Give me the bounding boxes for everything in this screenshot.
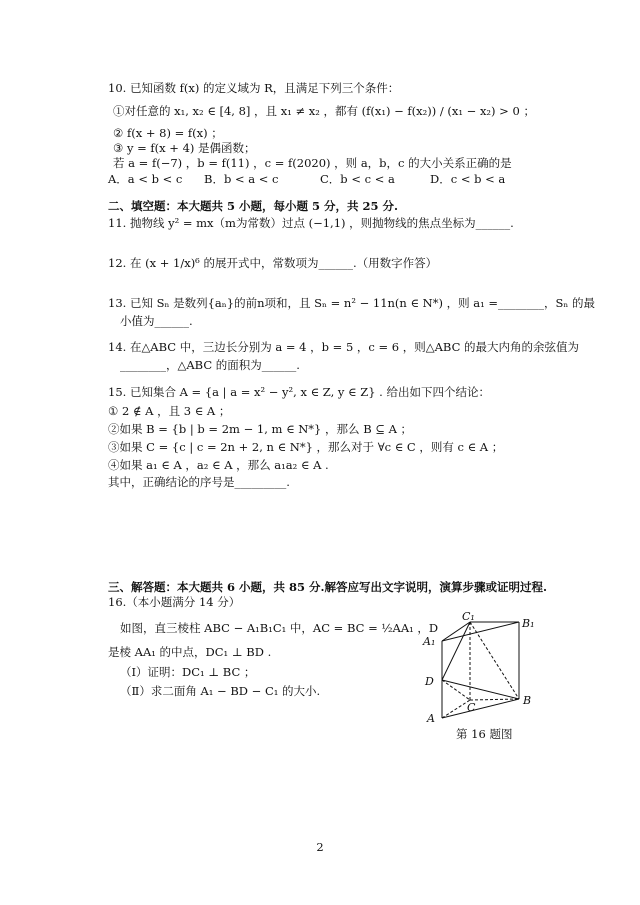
- q16-figure-caption: 第 16 题图: [456, 727, 513, 741]
- q15-stem: 15. 已知集合 A = {a | a = x² − y², x ∈ Z, y ∈ Z} . 给出如下四个结论：: [108, 385, 490, 399]
- q11: 11. 抛物线 y² = mx（m为常数）过点 (−1,1) ，则抛物线的焦点坐标为______.: [108, 216, 514, 230]
- q15-conclusion-4: ④如果 a₁ ∈ A ，a₂ ∈ A ，那么 a₁a₂ ∈ A .: [108, 458, 329, 472]
- label-a: A: [427, 712, 435, 725]
- page-number: 2: [316, 840, 324, 854]
- label-b: B: [523, 694, 532, 707]
- q16-text-line-2: 是棱 AA₁ 的中点，DC₁ ⊥ BD .: [108, 645, 272, 659]
- q15-ending: 其中，正确结论的序号是_________.: [108, 475, 290, 489]
- q10-stem: 10. 已知函数 f(x) 的定义域为 R，且满足下列三个条件：: [108, 81, 400, 95]
- q10-option-a: A．a < b < c: [108, 172, 183, 186]
- q10-given: 若 a = f(−7) ，b = f(11) ，c = f(2020) ，则 a，b，c 的大小关系正确的是: [113, 156, 512, 170]
- q10-option-b: B．b < a < c: [204, 172, 279, 186]
- label-b1: B₁: [522, 617, 535, 630]
- q14-line-2: ________，△ABC 的面积为______.: [120, 358, 300, 372]
- q16-text-line-1: 如图，直三棱柱 ABC − A₁B₁C₁ 中，AC = BC = ½AA₁ ，D: [120, 621, 439, 635]
- q16-part-2: （Ⅱ）求二面角 A₁ − BD − C₁ 的大小.: [120, 684, 321, 698]
- q12: 12. 在 (x + 1/x)⁶ 的展开式中，常数项为______.（用数字作答）: [108, 256, 438, 270]
- q10-option-c: C．b < c < a: [320, 172, 395, 186]
- section-2-heading: 二、填空题：本大题共 5 小题，每小题 5 分，共 25 分.: [108, 199, 399, 213]
- q16-part-1: （Ⅰ）证明：DC₁ ⊥ BC ；: [120, 665, 256, 679]
- q10-condition-2: ② f(x + 8) = f(x) ；: [113, 126, 223, 140]
- q10-option-d: D．c < b < a: [430, 172, 506, 186]
- q16-title: 16.（本小题满分 14 分）: [108, 595, 241, 609]
- section-3-heading: 三、解答题：本大题共 6 小题，共 85 分.解答应写出文字说明，演算步骤或证明过程.: [108, 580, 548, 594]
- q16-prism-figure: [415, 610, 550, 725]
- label-c: C: [467, 701, 476, 714]
- label-c1: C₁: [462, 610, 475, 623]
- q15-conclusion-3: ③如果 C = {c | c = 2n + 2, n ∈ N*} ，那么对于 ∀c ∈ C ，则有 c ∈ A ；: [108, 440, 504, 454]
- label-a1: A₁: [423, 635, 436, 648]
- q10-condition-3: ③ y = f(x + 4) 是偶函数；: [113, 141, 256, 155]
- label-d: D: [425, 675, 434, 688]
- q14-line-1: 14. 在△ABC 中，三边长分别为 a = 4 ，b = 5 ，c = 6 ，则△ABC 的最大内角的余弦值为: [108, 340, 580, 354]
- q10-condition-1: ①对任意的 x₁, x₂ ∈ [4, 8] ，且 x₁ ≠ x₂ ，都有 (f(x₁) − f(x₂)) / (x₁ − x₂) > 0 ；: [113, 104, 535, 118]
- q13-line-1: 13. 已知 Sₙ 是数列{aₙ}的前n项和，且 Sₙ = n² − 11n(n ∈ N*) ，则 a₁ =________，Sₙ 的最: [108, 296, 596, 310]
- q13-line-2: 小值为______.: [120, 314, 193, 328]
- q15-conclusion-2: ②如果 B = {b | b = 2m − 1, m ∈ N*} ，那么 B ⊆ A ；: [108, 422, 413, 436]
- q15-conclusion-1: ① 2 ∉ A ，且 3 ∈ A ；: [108, 404, 231, 418]
